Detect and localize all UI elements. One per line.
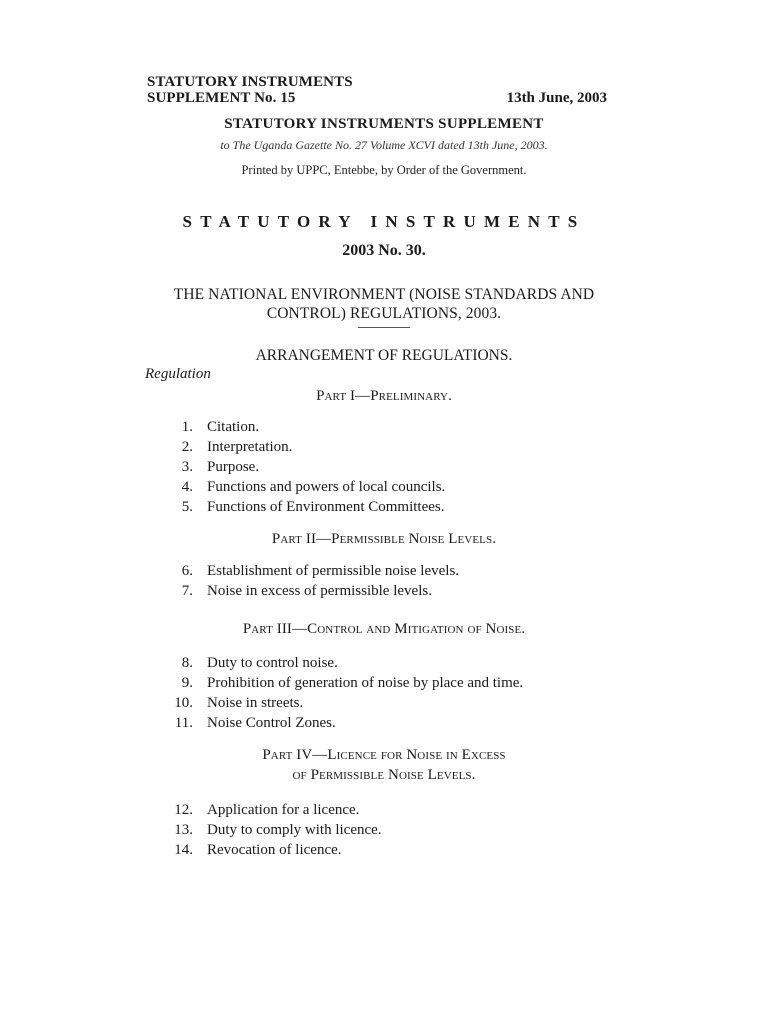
part-4-heading	[0, 745, 768, 785]
series-header	[147, 74, 353, 106]
item-number: 6.	[181, 563, 193, 579]
series-line-1: STATUTORY INSTRUMENTS	[147, 74, 353, 90]
item-number: 8.	[181, 655, 193, 671]
regulations-title-line-1: THE NATIONAL ENVIRONMENT (NOISE STANDARDS AND	[173, 286, 595, 303]
item-text: Functions and powers of local councils.	[207, 479, 446, 495]
item-text: Noise in excess of permissible levels.	[207, 583, 432, 599]
list-item	[0, 800, 768, 820]
instrument-heading: STATUTORY INSTRUMENTS	[182, 212, 586, 231]
list-item	[0, 820, 768, 840]
title-divider	[358, 327, 410, 328]
item-number: 10.	[174, 695, 193, 711]
item-text: Interpretation.	[207, 439, 293, 455]
item-number: 5.	[181, 499, 193, 515]
part-4-list	[0, 800, 768, 860]
issue-date: 13th June, 2003	[506, 90, 607, 106]
list-item	[0, 437, 768, 457]
part-2-heading	[0, 529, 768, 549]
printed-by-line: Printed by UPPC, Entebbe, by Order of the Government.	[241, 163, 527, 177]
part-3-list	[0, 653, 768, 733]
item-number: 11.	[174, 715, 193, 731]
list-item	[0, 457, 768, 477]
item-text: Noise Control Zones.	[207, 715, 336, 731]
item-text: Establishment of permissible noise levels.	[207, 563, 460, 579]
item-number: 1.	[181, 419, 193, 435]
item-text: Citation.	[207, 419, 260, 435]
item-text: Duty to comply with licence.	[207, 822, 382, 838]
list-item	[0, 693, 768, 713]
item-number: 9.	[181, 675, 193, 691]
item-number: 3.	[181, 459, 193, 475]
part-title-line-1: Part II—Permissible Noise Levels.	[271, 531, 497, 547]
part-title-line-1: Part III—Control and Mitigation of Noise.	[242, 621, 526, 637]
item-text: Prohibition of generation of noise by place and time.	[207, 675, 524, 691]
supplement-title: STATUTORY INSTRUMENTS SUPPLEMENT	[224, 116, 544, 132]
item-number: 7.	[181, 583, 193, 599]
regulations-title-line-2: CONTROL) REGULATIONS, 2003.	[266, 305, 502, 322]
list-item	[0, 653, 768, 673]
item-text: Purpose.	[207, 459, 260, 475]
list-item	[0, 840, 768, 860]
series-line-2: SUPPLEMENT No. 15	[147, 90, 296, 106]
instrument-number: 2003 No. 30.	[342, 242, 426, 259]
list-item	[0, 673, 768, 693]
item-number: 13.	[174, 822, 193, 838]
item-text: Duty to control noise.	[207, 655, 338, 671]
list-item	[0, 713, 768, 733]
list-item	[0, 561, 768, 581]
list-item	[0, 581, 768, 601]
part-title-line-2: of Permissible Noise Levels.	[292, 767, 476, 783]
item-number: 4.	[181, 479, 193, 495]
list-item	[0, 417, 768, 437]
part-1-list	[0, 417, 768, 517]
item-number: 2.	[181, 439, 193, 455]
item-text: Revocation of licence.	[207, 842, 342, 858]
item-number: 14.	[174, 842, 193, 858]
item-text: Noise in streets.	[207, 695, 304, 711]
part-title-line-1: Part IV—Licence for Noise in Excess	[262, 747, 506, 763]
regulation-column-label: Regulation	[145, 366, 211, 382]
part-3-heading	[0, 619, 768, 639]
arrangement-heading: ARRANGEMENT OF REGULATIONS.	[255, 347, 513, 364]
regulations-title	[0, 285, 768, 323]
list-item	[0, 497, 768, 517]
gazette-line: to The Uganda Gazette No. 27 Volume XCVI dated 13th June, 2003.	[220, 138, 548, 152]
part-2-list	[0, 561, 768, 601]
part-title-line-1: Part I—Preliminary.	[316, 388, 452, 404]
list-item	[0, 477, 768, 497]
item-text: Application for a licence.	[207, 802, 360, 818]
item-text: Functions of Environment Committees.	[207, 499, 445, 515]
part-1-heading	[0, 386, 768, 406]
item-number: 12.	[174, 802, 193, 818]
